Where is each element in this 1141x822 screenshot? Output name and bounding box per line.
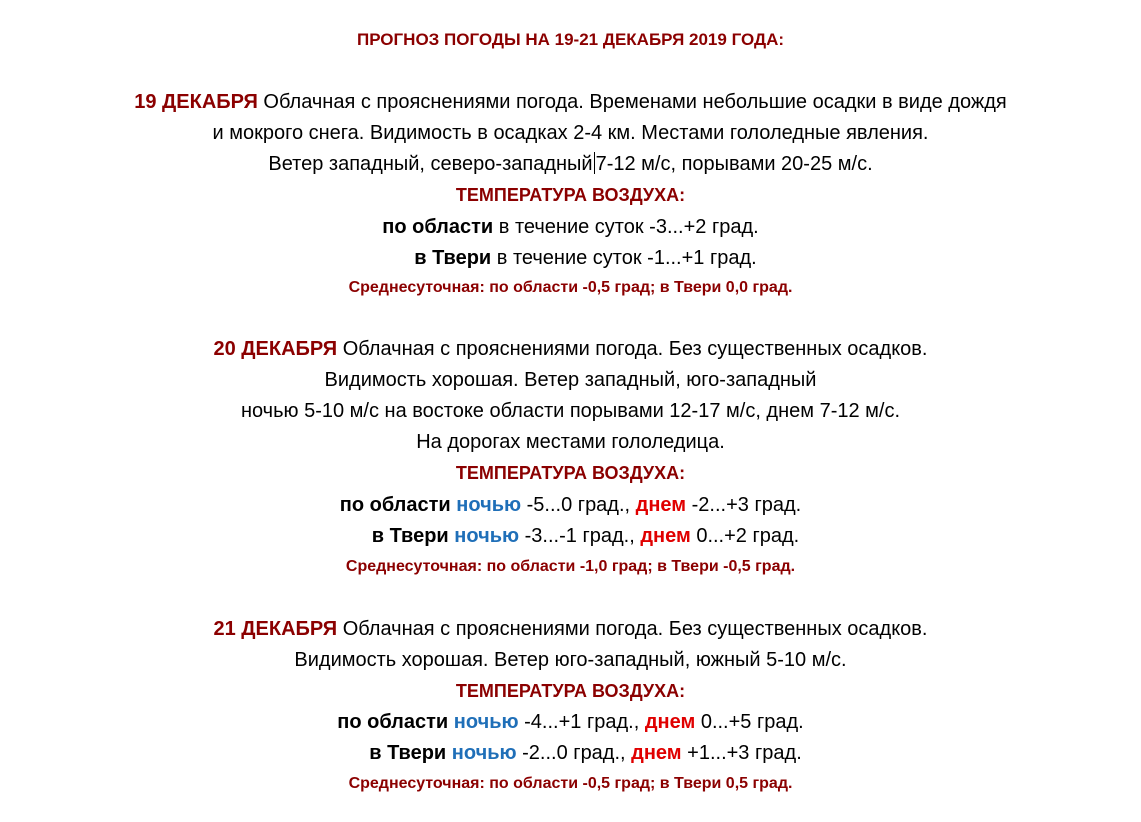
day1-city-text: в течение суток -1...+1 град.	[491, 247, 757, 269]
day1-average: Среднесуточная: по области -0,5 град; в Твери 0,0 град.	[348, 279, 793, 296]
day2-region-day-label: днем	[635, 494, 687, 516]
day2-city-temp	[0, 523, 1141, 549]
day2-region-day-text: -2...+3 град.	[686, 494, 802, 516]
day1-region-label: по области	[382, 216, 494, 238]
day2-city-night-text: -3...-1 град.,	[519, 525, 641, 547]
day2-city-night-label: ночью	[454, 525, 520, 547]
day2-region-night-text: -5...0 град.,	[521, 494, 636, 516]
day1-city-temp	[0, 245, 1141, 271]
day2-region-temp	[0, 492, 1141, 518]
day1-region-temp	[0, 214, 1141, 240]
day3-region-night-label: ночью	[453, 711, 519, 733]
day1-line3-b: 7-12 м/с, порывами 20-25 м/с.	[595, 153, 873, 175]
day3-city-night-label: ночью	[451, 742, 517, 764]
day3-line1	[0, 616, 1141, 642]
day2-city-day-label: днем	[640, 525, 691, 547]
day1-line3	[0, 151, 1141, 177]
day2-city-label: в Твери	[371, 525, 449, 547]
day3-city-label: в Твери	[369, 742, 447, 764]
day1-temp-heading: ТЕМПЕРАТУРА ВОЗДУХА:	[455, 185, 686, 205]
day1-line1	[0, 89, 1141, 115]
day1-line3-a: Ветер западный, северо-западный	[268, 153, 593, 175]
day1-city-label: в Твери	[414, 247, 492, 269]
day3-line1-text: Облачная с прояснениями погода. Без существенных осадков.	[337, 618, 928, 640]
page-title: ПРОГНОЗ ПОГОДЫ НА 19-21 ДЕКАБРЯ 2019 ГОДА:	[356, 30, 785, 49]
day2-line3: ночью 5-10 м/с на востоке области порывами 12-17 м/с, днем 7-12 м/с.	[240, 400, 901, 422]
day2-city-day-text: 0...+2 град.	[690, 525, 800, 547]
day2-line1-text: Облачная с прояснениями погода. Без существенных осадков.	[337, 338, 928, 360]
day3-city-night-text: -2...0 град.,	[516, 742, 632, 764]
day3-region-label: по области	[337, 711, 449, 733]
day1-line2: и мокрого снега. Видимость в осадках 2-4 км. Местами гололедные явления.	[212, 122, 929, 144]
day2-line4: На дорогах местами гололедица.	[416, 431, 725, 453]
day1-region-text: в течение суток -3...+2 град.	[493, 216, 759, 238]
day3-date: 21 ДЕКАБРЯ	[213, 618, 338, 640]
day1-line1-text: Облачная с прояснениями погода. Временами небольшие осадки в виде дождя	[257, 91, 1007, 113]
day3-temp-heading: ТЕМПЕРАТУРА ВОЗДУХА:	[455, 681, 686, 701]
day2-region-night-label: ночью	[456, 494, 522, 516]
day2-line1	[0, 336, 1141, 362]
day3-line2: Видимость хорошая. Ветер юго-западный, южный 5-10 м/с.	[294, 649, 847, 671]
day3-city-day-label: днем	[631, 742, 682, 764]
day3-region-night-text: -4...+1 град.,	[518, 711, 645, 733]
day3-region-day-label: днем	[644, 711, 696, 733]
day3-city-temp	[0, 740, 1141, 766]
day2-average: Среднесуточная: по области -1,0 град; в Твери -0,5 град.	[345, 558, 796, 575]
day1-date: 19 ДЕКАБРЯ	[134, 91, 258, 113]
day3-city-day-text: +1...+3 град.	[681, 742, 802, 764]
day3-average: Среднесуточная: по области -0,5 град; в Твери 0,5 град.	[348, 775, 793, 792]
day2-region-label: по области	[339, 494, 451, 516]
day2-date: 20 ДЕКАБРЯ	[213, 338, 338, 360]
day3-region-temp	[0, 709, 1141, 735]
text-cursor	[594, 152, 595, 174]
day2-temp-heading: ТЕМПЕРАТУРА ВОЗДУХА:	[455, 463, 686, 483]
day2-line2: Видимость хорошая. Ветер западный, юго-западный	[324, 369, 817, 391]
day3-region-day-text: 0...+5 град.	[695, 711, 804, 733]
